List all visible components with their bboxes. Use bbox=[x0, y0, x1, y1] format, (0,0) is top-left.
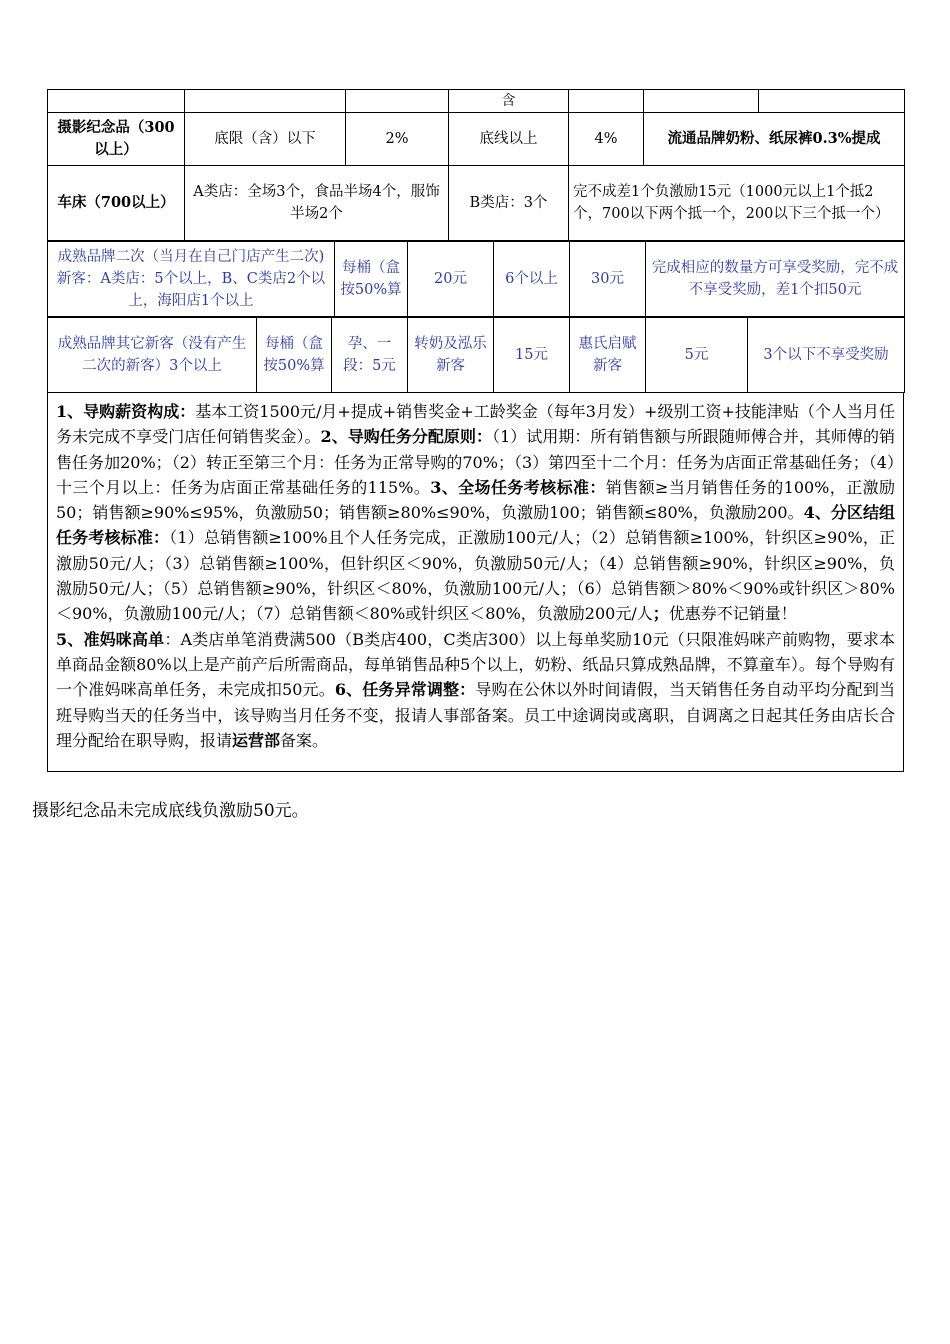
table-cell bbox=[569, 90, 644, 113]
section-text: 备案。 bbox=[280, 730, 329, 750]
table-cell: 2% bbox=[346, 113, 449, 166]
table-cell: 完成相应的数量方可享受奖励，完不成不享受奖励，差1个扣50元 bbox=[646, 242, 905, 317]
table-cell: 5元 bbox=[646, 318, 748, 393]
table-cell bbox=[48, 90, 185, 113]
row-label: 摄影纪念品（300以上） bbox=[48, 113, 185, 166]
table-cell: 每桶（盒按50%算 bbox=[257, 318, 332, 393]
table-cell: 4% bbox=[569, 113, 644, 166]
table-cell: 含 bbox=[449, 90, 569, 113]
table-cell: 底线以上 bbox=[449, 113, 569, 166]
table-cell: 流通品牌奶粉、纸尿裤0.3%提成 bbox=[644, 113, 905, 166]
incentive-table-top bbox=[47, 89, 905, 241]
section-heading: 5、准妈咪高单 bbox=[56, 629, 165, 649]
table-row bbox=[48, 166, 905, 241]
table-cell: B类店：3个 bbox=[449, 166, 569, 241]
section-heading: 3、全场任务考核标准： bbox=[430, 477, 606, 497]
table-cell: 15元 bbox=[494, 318, 570, 393]
section-text: 导购在公休以外时间请假，当天销售任务自动平均分配到当班导购当天的任务当中，该导购当月任务不变，报请人事部备案。员工中途调岗或离职，自调离之日起其任务由店长合理分配给在职导购，报请 bbox=[56, 680, 895, 750]
section-text: 基本工资1500元/月+提成+销售奖金+工龄奖金（每年3月发）+级别工资+技能津贴（个人当月任务未完成不享受门店任何销售奖金）。 bbox=[56, 402, 895, 447]
table-cell: 3个以下不享受奖励 bbox=[748, 318, 905, 393]
row-label: 车床（700以上） bbox=[48, 166, 185, 241]
incentive-table-blue-2 bbox=[47, 317, 905, 393]
table-cell: 30元 bbox=[570, 242, 646, 317]
section-text: 优惠券不记销量！ bbox=[668, 604, 797, 624]
section-text: 销售额≥当月销售任务的100%，正激励50；销售额≥90%≤95%，负激励50；销售额≥80%≤90%，负激励100；销售额≤80%，负激励200。 bbox=[56, 477, 895, 523]
table-cell: A类店：全场3个，食品半场4个，服饰半场2个 bbox=[185, 166, 449, 241]
row-label: 成熟品牌二次（当月在自己门店产生二次)新客：A类店：5个以上，B、C类店2个以上，海阳店1个以上 bbox=[48, 242, 335, 317]
section-heading: 6、任务异常调整： bbox=[334, 680, 476, 700]
table-cell bbox=[644, 90, 759, 113]
section-heading: 1、导购薪资构成： bbox=[56, 402, 196, 421]
section-heading: 4、分区结组任务考核标准： bbox=[56, 503, 895, 548]
section-heading: 2、导购任务分配原则： bbox=[320, 427, 493, 447]
section-heading: ； bbox=[652, 604, 669, 624]
footer-note: 摄影纪念品未完成底线负激励50元。 bbox=[32, 801, 309, 821]
rules-notes bbox=[47, 393, 904, 772]
section-text: （1）试用期：所有销售额与所跟随师傅合并，其师傅的销售任务加20%；（2）转正至第三个月：任务为正常导购的70%；（3）第四至十二个月：任务为店面正常基础任务；（4）十三个月以上：任务为店面正常基础任务的115%。 bbox=[56, 427, 895, 497]
table-cell bbox=[346, 90, 449, 113]
table-row bbox=[48, 242, 905, 317]
table-cell: 完不成差1个负激励15元（1000元以上1个抵2个，700以下两个抵一个，200以下三个抵一个） bbox=[569, 166, 905, 241]
table-cell: 6个以上 bbox=[494, 242, 570, 317]
table-cell: 孕、一段：5元 bbox=[332, 318, 408, 393]
table-cell: 20元 bbox=[408, 242, 494, 317]
table-cell: 惠氏启赋新客 bbox=[570, 318, 646, 393]
table-cell bbox=[759, 90, 905, 113]
table-cell: 每桶（盒按50%算 bbox=[335, 242, 408, 317]
table-cell: 底限（含）以下 bbox=[185, 113, 346, 166]
section-heading: 运营部 bbox=[232, 730, 281, 750]
table-cell bbox=[185, 90, 346, 113]
row-label: 成熟品牌其它新客（没有产生二次的新客）3个以上 bbox=[48, 318, 257, 393]
table-row bbox=[48, 318, 905, 393]
document-body bbox=[47, 89, 904, 772]
table-cell: 转奶及泓乐新客 bbox=[408, 318, 494, 393]
table-row bbox=[48, 113, 905, 166]
incentive-table-blue bbox=[47, 241, 905, 317]
section-text: （1）总销售额≥100%且个人任务完成，正激励100元/人；（2）总销售额≥100%，针织区≥90%，正激励50元/人；（3）总销售额≥100%，但针织区＜90%，负激励50元/人；（4）总销售额≥90%，针织区≥90%，负激励50元/人；（5）总销售额≥90%，针织区＜80%，负激励100元/人；（6）总销售额＞80%＜90%或针织区＞80%＜90%，负激励100元/人；（7）总销售额＜80%或针织区＜80%，负激励200元/人 bbox=[56, 528, 895, 624]
section-text: ：A类店单笔消费满500（B类店400，C类店300）以上每单奖励10元（只限准妈咪产前购物，要求本单商品金额80%以上是产前产后所需商品，每单销售品种5个以上，奶粉、纸品只算成熟品牌，不算童车）。每个导购有一个准妈咪高单任务，未完成扣50元。 bbox=[56, 629, 895, 700]
table-row bbox=[48, 90, 905, 113]
